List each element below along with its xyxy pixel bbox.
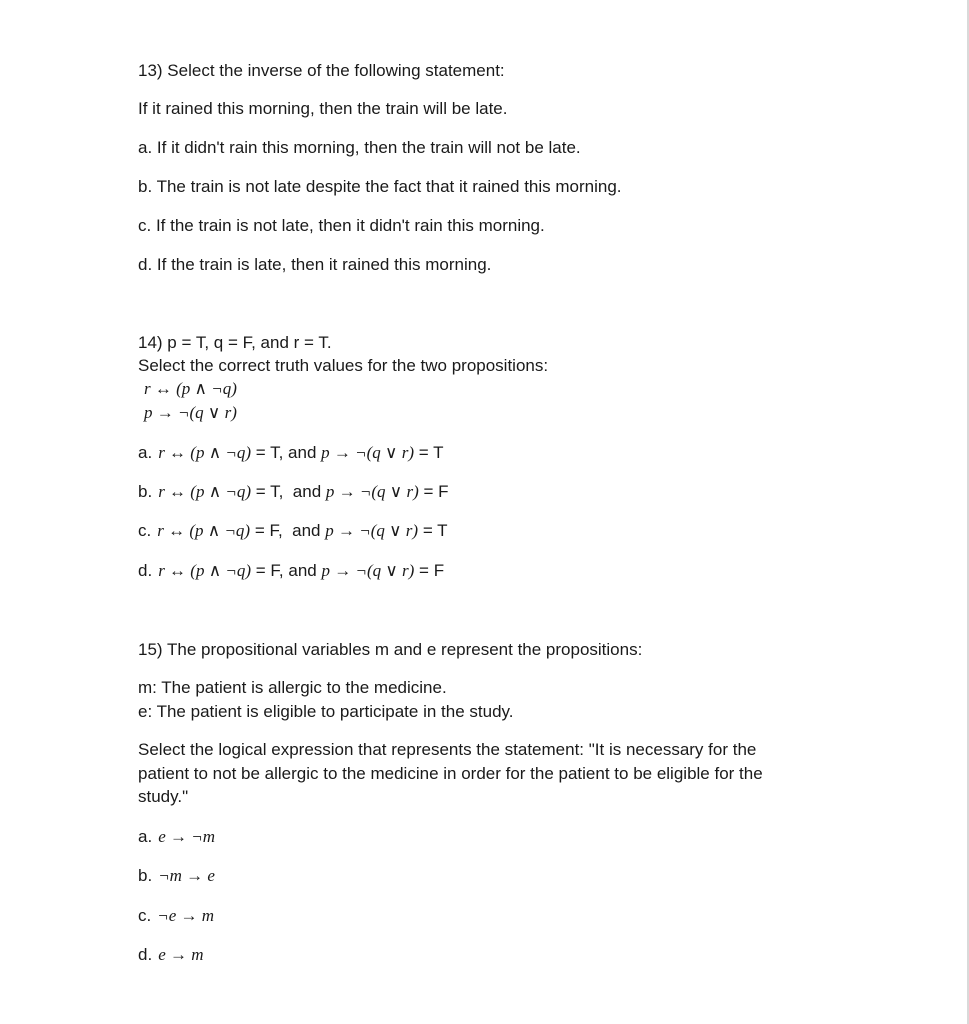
- q13-prompt: 13) Select the inverse of the following statement:: [138, 61, 505, 80]
- option-letter: c.: [138, 906, 152, 925]
- option-expression: ¬m → e: [158, 866, 215, 885]
- q14-expression-2: p → ¬(q ∨ r): [144, 403, 237, 422]
- option-value-1: = F, and: [251, 561, 322, 580]
- q13-option-c[interactable]: c. If the train is not late, then it didn't rain this morning.: [138, 216, 545, 235]
- q14-expression-1: r ↔ (p ∧ ¬q): [144, 379, 237, 398]
- q13-option-b[interactable]: b. The train is not late despite the fact that it rained this morning.: [138, 177, 622, 196]
- q13-option-d[interactable]: d. If the train is late, then it rained this morning.: [138, 255, 492, 274]
- q15-e-definition: e: The patient is eligible to participate in the study.: [138, 702, 514, 721]
- option-letter: d.: [138, 945, 153, 964]
- q15-option-c[interactable]: [138, 905, 214, 927]
- option-value-2: = T: [414, 443, 444, 462]
- option-expression: e → ¬m: [158, 827, 215, 846]
- q15-option-d[interactable]: [138, 944, 204, 966]
- option-letter: c.: [138, 521, 152, 540]
- q14-option-c[interactable]: [138, 520, 448, 542]
- option-value-1: = F, and: [250, 521, 326, 540]
- option-letter: a.: [138, 443, 153, 462]
- option-expression: ¬e → m: [157, 906, 215, 925]
- option-expression-2: p → ¬(q ∨ r): [325, 521, 419, 540]
- option-value-1: = T, and: [251, 443, 322, 462]
- option-value-2: = F: [414, 561, 445, 580]
- q13-option-a[interactable]: a. If it didn't rain this morning, then the train will not be late.: [138, 138, 581, 157]
- option-expression-1: r ↔ (p ∧ ¬q): [157, 521, 251, 540]
- option-letter: a.: [138, 827, 153, 846]
- option-letter: b.: [138, 482, 153, 501]
- option-value-2: = T: [418, 521, 448, 540]
- q15-option-a[interactable]: [138, 826, 215, 848]
- option-expression-1: r ↔ (p ∧ ¬q): [158, 482, 252, 501]
- q13-statement: If it rained this morning, then the train will be late.: [138, 99, 508, 118]
- option-expression: e → m: [158, 945, 204, 964]
- q15-instruction: Select the logical expression that represents the statement: "It is necessary for the patient to not be allergic to the medicine in order for the patient to be eligible for the study.": [138, 740, 763, 806]
- q14-instruction: Select the correct truth values for the two propositions:: [138, 356, 549, 375]
- q14-option-a[interactable]: [138, 442, 443, 464]
- q15-m-definition: m: The patient is allergic to the medicine.: [138, 678, 447, 697]
- option-value-2: = F: [418, 482, 449, 501]
- option-letter: d.: [138, 561, 153, 580]
- q14-option-d[interactable]: [138, 560, 444, 582]
- option-expression-2: p → ¬(q ∨ r): [325, 482, 419, 501]
- option-letter: b.: [138, 866, 153, 885]
- option-expression-1: r ↔ (p ∧ ¬q): [158, 443, 252, 462]
- q14-option-b[interactable]: [138, 481, 449, 503]
- q15-option-b[interactable]: [138, 865, 215, 887]
- option-expression-2: p → ¬(q ∨ r): [321, 561, 415, 580]
- option-expression-2: p → ¬(q ∨ r): [321, 443, 415, 462]
- q14-prompt: 14) p = T, q = F, and r = T.: [138, 333, 332, 352]
- option-value-1: = T, and: [251, 482, 326, 501]
- q15-prompt: 15) The propositional variables m and e represent the propositions:: [138, 640, 643, 659]
- option-expression-1: r ↔ (p ∧ ¬q): [158, 561, 252, 580]
